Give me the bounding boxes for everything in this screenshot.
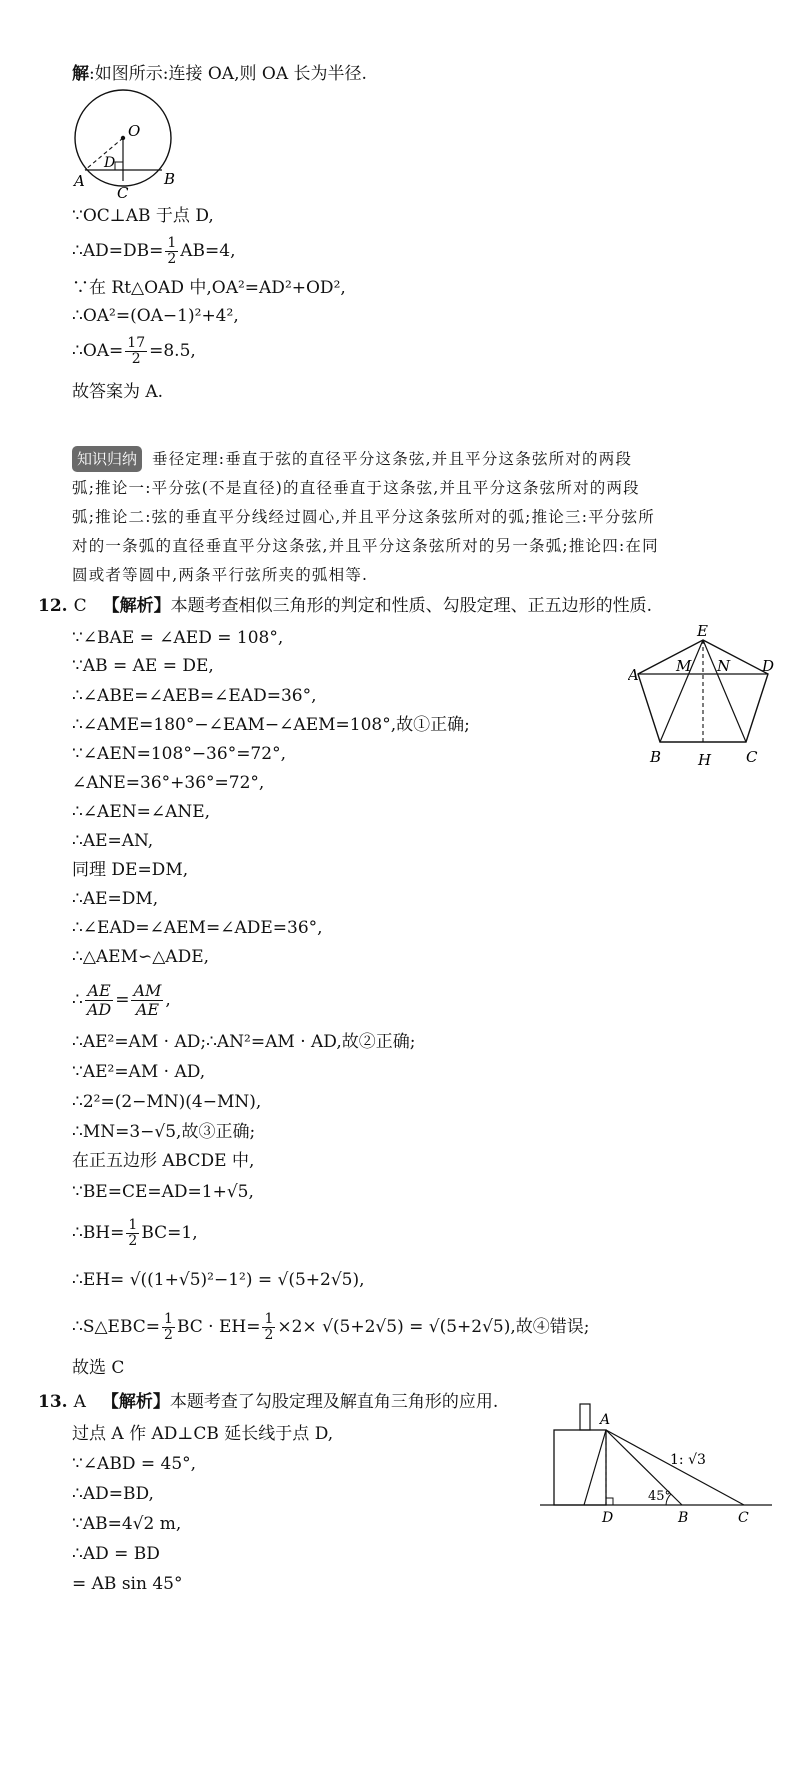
q12-number: 12. (38, 596, 68, 616)
sol-line-1: ∵OC⊥AB 于点 D, (72, 206, 214, 226)
q12-line: 同理 DE=DM, (72, 860, 189, 880)
q12-line: ∴△AEM∽△ADE, (72, 947, 210, 967)
label-slope-ratio: 1: √3 (670, 1452, 706, 1468)
q13-line: ∴AD = BD (72, 1544, 160, 1564)
fraction: $\frac{17}{2}$ (127, 335, 146, 367)
q12-line: ∴∠AEN=∠ANE, (72, 802, 211, 822)
label-d: D (602, 1510, 614, 1526)
q12-line: ∵∠BAE = ∠AED = 108°, (72, 628, 284, 648)
q12-line: ∴AE=AN, (72, 831, 154, 851)
q13-line: ∴AD=BD, (72, 1484, 154, 1504)
knowledge-badge: 知识归纳 (72, 446, 142, 472)
q13-line: ∵AB=4√2 m, (72, 1514, 182, 1534)
solution-intro (72, 62, 367, 86)
q13-tag: 【解析】 (101, 1392, 170, 1412)
label-b: B (678, 1510, 689, 1526)
q12-area: ∴S△EBC= $\frac{1}{2}$ BC · EH= $\frac{1}{2}$ ×2× √(5+2√5) = √(5+2√5),故④错误; (72, 1311, 590, 1343)
label-a: A (600, 1412, 611, 1428)
q12-line: ∵AE²=AM · AD, (72, 1062, 206, 1082)
q12-line: ∴∠AME=180°−∠EAM−∠AEM=108°,故①正确; (72, 715, 470, 735)
q12-tag: 【解析】 (102, 596, 171, 616)
label-b: B (650, 748, 662, 766)
label-n: N (717, 657, 731, 675)
q13-line: 过点 A 作 AD⊥CB 延长线于点 D, (72, 1424, 334, 1444)
q12-answer: C (73, 596, 87, 616)
label-c: C (117, 184, 129, 202)
q12-line: ∴2²=(2−MN)(4−MN), (72, 1092, 262, 1112)
knowledge-line-3: 弧;推论二:弦的垂直平分线经过圆心,并且平分这条弦所对的弧;推论三:平分弦所 (72, 508, 655, 526)
building-figure (540, 1402, 780, 1532)
solution-intro-text: :如图所示:连接 OA,则 OA 长为半径. (89, 64, 367, 84)
q12-line: ∵AB = AE = DE, (72, 656, 214, 676)
q12-line: ∴AE²=AM · AD;∴AN²=AM · AD,故②正确; (72, 1032, 416, 1052)
sol-line-3: ∵在 Rt△OAD 中,OA²=AD²+OD², (72, 278, 346, 298)
label-d: D (762, 657, 775, 675)
label-c: C (746, 748, 758, 766)
label-m: M (676, 657, 692, 675)
q13-header (38, 1390, 498, 1414)
fraction: $\frac{1}{2}$ (167, 235, 177, 267)
q12-line: ∴MN=3−√5,故③正确; (72, 1122, 256, 1142)
q12-line: ∴∠EAD=∠AEM=∠ADE=36°, (72, 918, 323, 938)
label-b: B (164, 170, 176, 188)
knowledge-line-2: 弧;推论一:平分弦(不是直径)的直径垂直于这条弦,并且平分这条弦所对的两段 (72, 479, 640, 497)
pentagon-figure (628, 622, 778, 772)
sol-line-5: ∴OA= $\frac{17}{2}$ =8.5, (72, 335, 196, 367)
q12-line: ∵∠AEN=108°−36°=72°, (72, 744, 286, 764)
label-d: D (104, 155, 116, 171)
label-e: E (697, 622, 708, 640)
q13-line: = AB sin 45° (72, 1574, 183, 1594)
q12-line: ∵BE=CE=AD=1+√5, (72, 1182, 254, 1202)
label-h: H (698, 751, 712, 769)
q13-number: 13. (38, 1392, 68, 1412)
q12-header (38, 594, 652, 618)
q12-desc: 本题考查相似三角形的判定和性质、勾股定理、正五边形的性质. (170, 596, 652, 616)
q13-line: ∵∠ABD = 45°, (72, 1454, 197, 1474)
sol-line-6: 故答案为 A. (72, 382, 164, 402)
label-c: C (738, 1510, 749, 1526)
label-angle: 45° (648, 1489, 672, 1504)
knowledge-line-4: 对的一条弧的直径垂直平分这条弦,并且平分这条弦所对的另一条弧;推论四:在同 (72, 537, 659, 555)
q12-eh: ∴EH= √((1+√5)²−1²) = √(5+2√5), (72, 1270, 365, 1290)
q12-line: ∴∠ABE=∠AEB=∠EAD=36°, (72, 686, 317, 706)
sol-line-2: ∴AD=DB= $\frac{1}{2}$ AB=4, (72, 235, 236, 267)
q13-desc: 本题考查了勾股定理及解直角三角形的应用. (169, 1392, 499, 1412)
sol-line-4: ∴OA²=(OA−1)²+4², (72, 306, 239, 326)
q13-answer: A (73, 1392, 86, 1412)
circle-figure (58, 88, 188, 208)
label-a: A (628, 666, 639, 684)
q12-ratio: ∴ $\frac{AE}{AD}$ = $\frac{AM}{AE}$ , (72, 981, 171, 1019)
q12-line: ∠ANE=36°+36°=72°, (72, 773, 265, 793)
q12-end: 故选 C (72, 1358, 125, 1378)
q12-bh: ∴BH= $\frac{1}{2}$ BC=1, (72, 1217, 198, 1249)
q12-line: ∴AE=DM, (72, 889, 159, 909)
label-a: A (74, 172, 85, 190)
solution-label: 解 (72, 64, 89, 84)
knowledge-line-1: 垂径定理:垂直于弦的直径平分这条弦,并且平分这条弦所对的两段 (152, 450, 633, 468)
knowledge-line-5: 圆或者等圆中,两条平行弦所夹的弧相等. (72, 566, 369, 584)
q12-line: 在正五边形 ABCDE 中, (72, 1151, 255, 1171)
label-o: O (128, 122, 141, 140)
